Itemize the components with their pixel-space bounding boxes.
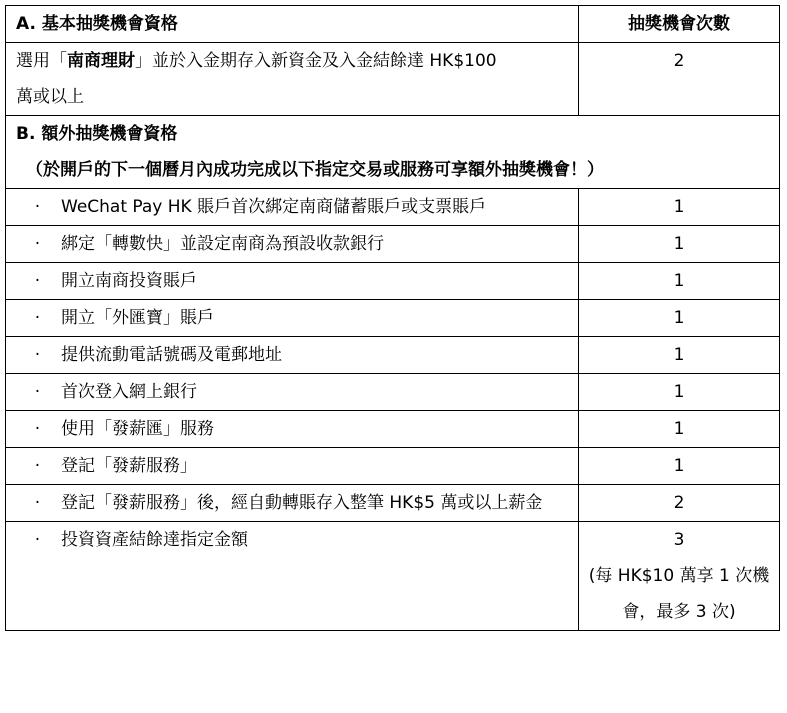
section-b-item-row (6, 337, 780, 374)
item-requirement-text: 開立「外匯寶」賬戶 (61, 308, 214, 328)
bullet-icon: · (34, 493, 41, 513)
section-b-item-row (6, 226, 780, 263)
item-draw-count: 1 (673, 234, 685, 254)
item-requirement-cell (6, 300, 579, 337)
section-b-item-row (6, 522, 780, 631)
item-draw-count: 1 (673, 271, 685, 291)
section-a-row (6, 43, 780, 116)
item-requirement-text: WeChat Pay HK 賬戶首次綁定南商儲蓄賬戶或支票賬戶 (61, 197, 487, 217)
section-b-item-row (6, 189, 780, 226)
item-draw-count: 1 (673, 197, 685, 217)
section-a-requirement (6, 43, 579, 116)
item-requirement-text: 綁定「轉數快」並設定南商為預設收款銀行 (61, 234, 384, 254)
item-requirement-text: 開立南商投資賬戶 (61, 271, 197, 291)
item-draw-count: 2 (673, 493, 685, 513)
lucky-draw-eligibility-table (5, 5, 780, 631)
item-draw-count-cell (579, 226, 780, 263)
item-draw-count: 1 (673, 345, 685, 365)
bullet-icon: · (34, 530, 41, 550)
item-requirement-cell (6, 448, 579, 485)
item-draw-count: 1 (673, 419, 685, 439)
item-draw-count: 3 (673, 530, 685, 550)
section-a-header: A. 基本抽獎機會資格 (6, 6, 579, 43)
item-requirement-cell (6, 411, 579, 448)
draw-count-header: 抽獎機會次數 (579, 6, 780, 43)
item-draw-count-cell (579, 411, 780, 448)
item-requirement-text: 登記「發薪服務」 (61, 456, 197, 476)
item-draw-count-cell (579, 448, 780, 485)
requirement-prefix: 選用「 (16, 51, 67, 71)
item-requirement-text: 登記「發薪服務」後，經自動轉賬存入整筆 HK$5 萬或以上薪金 (61, 493, 543, 513)
item-requirement-cell (6, 189, 579, 226)
section-b-header-row (6, 116, 780, 189)
item-draw-count: 1 (673, 382, 685, 402)
section-a-header-row (6, 6, 780, 43)
section-b-header-cell (6, 116, 780, 189)
section-b-item-row (6, 411, 780, 448)
item-requirement-text: 投資資產結餘達指定金額 (61, 530, 248, 550)
item-draw-count-cell (579, 189, 780, 226)
section-a-value: 2 (579, 43, 780, 116)
item-note: (每 HK$10 萬享 1 次機會，最多 3 次) (588, 566, 770, 622)
section-b-item-row (6, 374, 780, 411)
item-draw-count: 1 (673, 308, 685, 328)
bullet-icon: · (34, 419, 41, 439)
bullet-icon: · (34, 308, 41, 328)
item-requirement-cell (6, 485, 579, 522)
item-requirement-text: 使用「發薪匯」服務 (61, 419, 214, 439)
item-requirement-cell (6, 522, 579, 631)
bullet-icon: · (34, 345, 41, 365)
bullet-icon: · (34, 197, 41, 217)
item-requirement-cell (6, 337, 579, 374)
item-requirement-cell (6, 226, 579, 263)
section-b-item-row (6, 300, 780, 337)
item-requirement-text: 首次登入網上銀行 (61, 382, 197, 402)
bullet-icon: · (34, 382, 41, 402)
item-requirement-cell (6, 374, 579, 411)
section-b-header: B. 額外抽獎機會資格 (16, 124, 178, 144)
item-draw-count-cell (579, 485, 780, 522)
section-b-items (6, 189, 780, 631)
section-b-item-row (6, 263, 780, 300)
bullet-icon: · (34, 271, 41, 291)
section-b-subheader: （於開戶的下一個曆月內成功完成以下指定交易或服務可享額外抽獎機會！） (26, 160, 604, 180)
section-b-item-row (6, 448, 780, 485)
bullet-icon: · (34, 456, 41, 476)
item-draw-count-cell (579, 522, 780, 631)
item-draw-count: 1 (673, 456, 685, 476)
item-draw-count-cell (579, 300, 780, 337)
section-b-item-row (6, 485, 780, 522)
bullet-icon: · (34, 234, 41, 254)
product-highlight: 南商理財 (67, 51, 135, 71)
item-requirement-cell (6, 263, 579, 300)
item-draw-count-cell (579, 337, 780, 374)
item-draw-count-cell (579, 263, 780, 300)
requirement-rest: 」並於入金期存入新資金及入金結餘達 HK$100 萬或以上 (16, 51, 497, 107)
item-draw-count-cell (579, 374, 780, 411)
item-requirement-text: 提供流動電話號碼及電郵地址 (61, 345, 282, 365)
